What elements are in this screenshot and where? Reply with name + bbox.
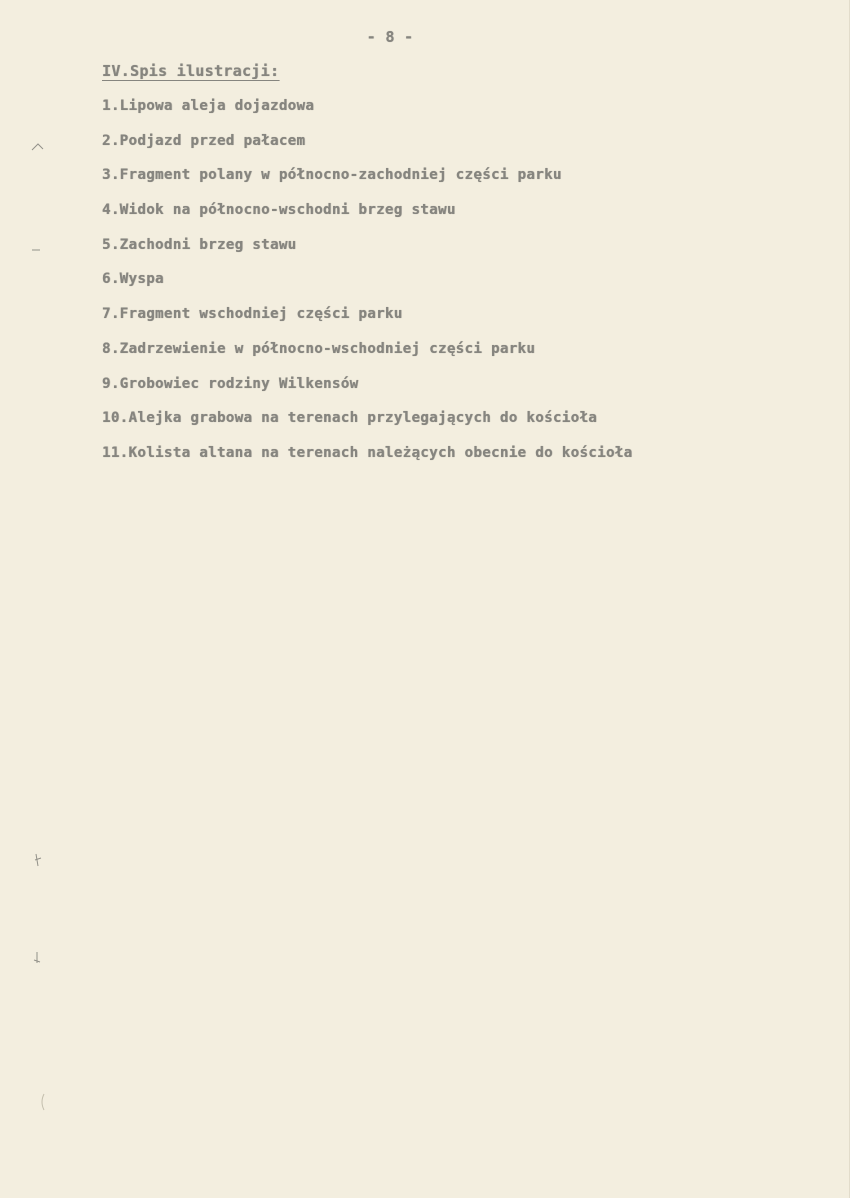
list-item: 1.Lipowa aleja dojazdowa xyxy=(102,98,315,114)
list-item: 5.Zachodni brzeg stawu xyxy=(102,236,297,253)
margin-mark-icon xyxy=(30,140,46,154)
list-item: 2.Podjazd przed pałacem xyxy=(102,132,306,149)
list-item: 8.Zadrzewienie w północno-wschodniej części parku xyxy=(102,340,536,357)
list-item: 11.Kolista altana na terenach należących obecnie do kościoła xyxy=(102,444,633,461)
section-heading: IV.Spis ilustracji: xyxy=(102,62,280,80)
list-item: 9.Grobowiec rodziny Wilkensów xyxy=(102,375,359,392)
page-number: - 8 - xyxy=(366,28,414,46)
list-item: 7.Fragment wschodniej części parku xyxy=(102,306,403,323)
margin-mark-icon xyxy=(38,1092,48,1112)
list-item: 6.Wyspa xyxy=(102,271,164,288)
list-item: 4.Widok na północno-wschodni brzeg stawu xyxy=(102,202,456,219)
list-item: 10.Alejka grabowa na terenach przylegających do kościoła xyxy=(102,410,598,427)
margin-mark-icon xyxy=(32,852,44,868)
illustration-list xyxy=(102,96,633,478)
margin-mark-icon xyxy=(32,950,44,966)
margin-mark-icon xyxy=(30,245,44,255)
list-item: 3.Fragment polany w północno-zachodniej części parku xyxy=(102,167,562,184)
